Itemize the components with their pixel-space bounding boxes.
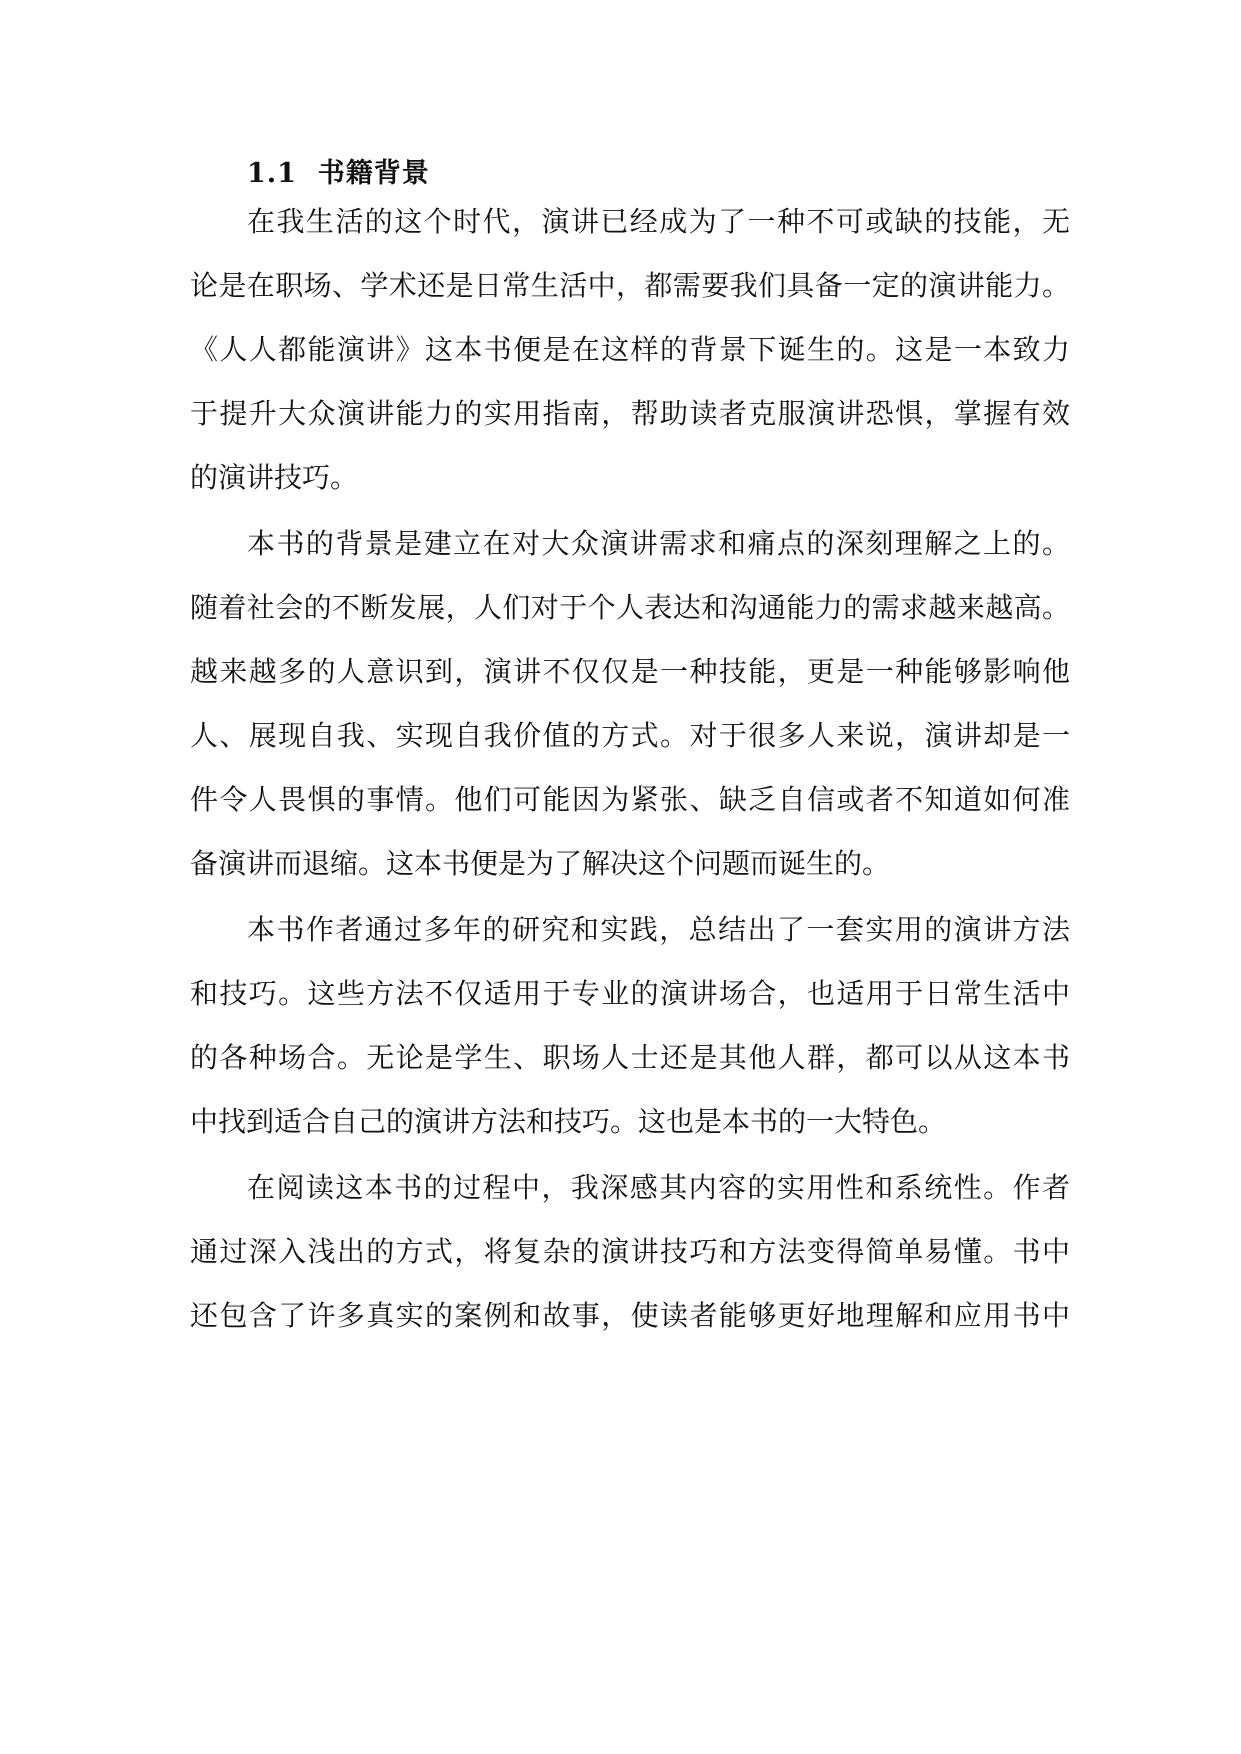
section-title: 书籍背景 — [317, 158, 430, 189]
paragraph-2-line-4: 人、展现自我、实现自我价值的方式。对于很多人来说，演讲却是一 — [190, 719, 1070, 752]
paragraph-1-line-4: 于提升大众演讲能力的实用指南，帮助读者克服演讲恐惧，掌握有效 — [190, 397, 1070, 430]
paragraph-4-line-1: 在阅读这本书的过程中，我深感其内容的实用性和系统性。作者 — [247, 1171, 1070, 1204]
paragraph-2-line-6: 备演讲而退缩。这本书便是为了解决这个问题而诞生的。 — [190, 847, 891, 880]
paragraph-3-line-2: 和技巧。这些方法不仅适用于专业的演讲场合，也适用于日常生活中 — [190, 977, 1070, 1010]
paragraph-1-line-3: 《人人都能演讲》这本书便是在这样的背景下诞生的。这是一本致力 — [190, 333, 1070, 366]
paragraph-3-line-1: 本书作者通过多年的研究和实践，总结出了一套实用的演讲方法 — [247, 913, 1070, 946]
section-heading — [247, 151, 430, 190]
paragraph-4-line-3: 还包含了许多真实的案例和故事，使读者能够更好地理解和应用书中 — [190, 1299, 1070, 1332]
paragraph-2-line-3: 越来越多的人意识到，演讲不仅仅是一种技能，更是一种能够影响他 — [190, 655, 1070, 688]
paragraph-2-line-5: 件令人畏惧的事情。他们可能因为紧张、缺乏自信或者不知道如何准 — [190, 783, 1070, 816]
paragraph-3-line-4: 中找到适合自己的演讲方法和技巧。这也是本书的一大特色。 — [190, 1105, 947, 1138]
paragraph-2-line-2: 随着社会的不断发展，人们对于个人表达和沟通能力的需求越来越高。 — [190, 591, 1070, 624]
paragraph-1-line-2: 论是在职场、学术还是日常生活中，都需要我们具备一定的演讲能力。 — [190, 269, 1070, 302]
paragraph-2-line-1: 本书的背景是建立在对大众演讲需求和痛点的深刻理解之上的。 — [247, 527, 1070, 560]
section-number: 1.1 — [247, 158, 297, 189]
paragraph-1-line-5: 的演讲技巧。 — [190, 461, 359, 494]
paragraph-1-line-1: 在我生活的这个时代，演讲已经成为了一种不可或缺的技能，无 — [247, 205, 1070, 238]
paragraph-3-line-3: 的各种场合。无论是学生、职场人士还是其他人群，都可以从这本书 — [190, 1041, 1070, 1074]
paragraph-4-line-2: 通过深入浅出的方式，将复杂的演讲技巧和方法变得简单易懂。书中 — [190, 1235, 1070, 1268]
